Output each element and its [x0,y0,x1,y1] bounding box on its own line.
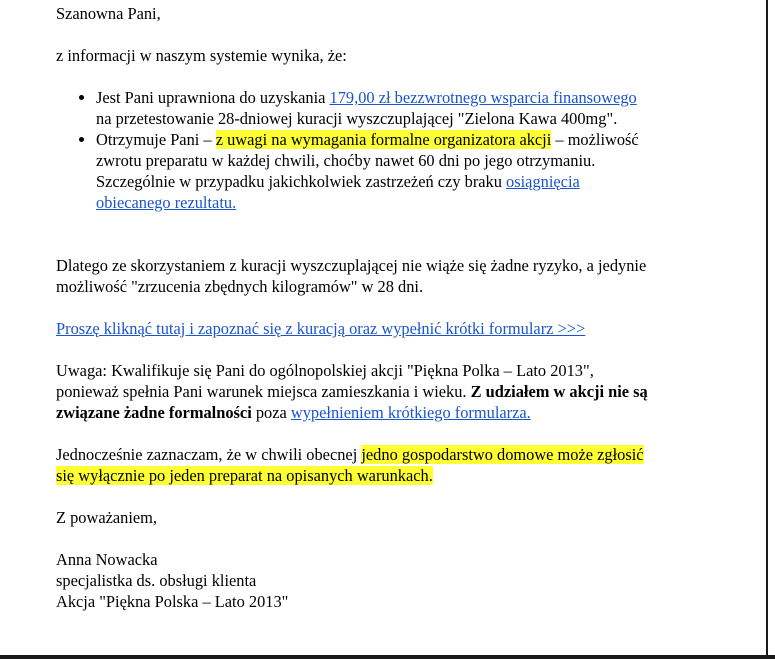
greeting: Szanowna Pani, [56,4,161,23]
intro-text: z informacji w naszym systemie wynika, że: [56,46,347,65]
form-link[interactable]: wypełnieniem krótkiego formularza. [290,403,531,422]
cta-link[interactable]: Proszę kliknąć tutaj i zapoznać się z kuracją oraz wypełnić krótki formularz >>> [56,319,586,338]
eligibility-list [56,87,656,213]
bullet2-text-mid: – możliwość zwrotu preparatu w każdej chwili, choćby nawet 60 dni po jego otrzymaniu. Szczególnie w przypadku jakichkolwiek zastrzeżeń czy braku [96,130,639,191]
signature-campaign: Akcja "Piękna Polska – Lato 2013" [56,592,289,611]
support-link[interactable]: 179,00 zł bezzwrotnego wsparcia finansowego [329,88,637,107]
window-edge-right [766,0,768,659]
list-item [96,87,656,129]
list-item [96,129,656,213]
window-edge-bottom [0,655,775,659]
letter-content [56,3,656,612]
closing: Z poważaniem, [56,508,158,527]
limit-text: Jednocześnie zaznaczam, że w chwili obecnej [56,445,362,464]
signature-name: Anna Nowacka [56,550,158,569]
cta-paragraph [56,318,656,339]
signature-role: specjalistka ds. obsługi klienta [56,571,257,590]
bullet1-text: Jest Pani uprawniona do uzyskania [96,88,330,107]
note-bold-text: Z udziałem w akcji nie są związane żadne formalności [56,382,648,422]
note-text: Uwaga: Kwalifikuje się Pani do ogólnopolskiej akcji "Piękna Polka – Lato 2013", ponieważ spełnia Pani warunek miejsca zamieszkania i wieku. [56,361,594,401]
bullet1-text-end: na przetestowanie 28-dniowej kuracji wyszczuplającej "Zielona Kawa 400mg". [96,109,618,128]
bullet2-text: Otrzymuje Pani – [96,130,216,149]
risk-paragraph: Dlatego ze skorzystaniem z kuracji wyszczuplającej nie wiąże się żadne ryzyko, a jedynie możliwość "zrzucenia zbędnych kilogramów" w 28 dni. [56,256,647,296]
note-text-mid: poza [251,403,291,422]
limit-paragraph [56,444,656,486]
result-link[interactable]: osiągnięcia obiecanego rezultatu. [96,172,580,212]
note-paragraph [56,360,656,423]
highlighted-text: z uwagi na wymagania formalne organizatora akcji [215,130,552,149]
highlighted-text: jedno gospodarstwo domowe może zgłosić się wyłącznie po jeden preparat na opisanych warunkach. [56,445,644,485]
